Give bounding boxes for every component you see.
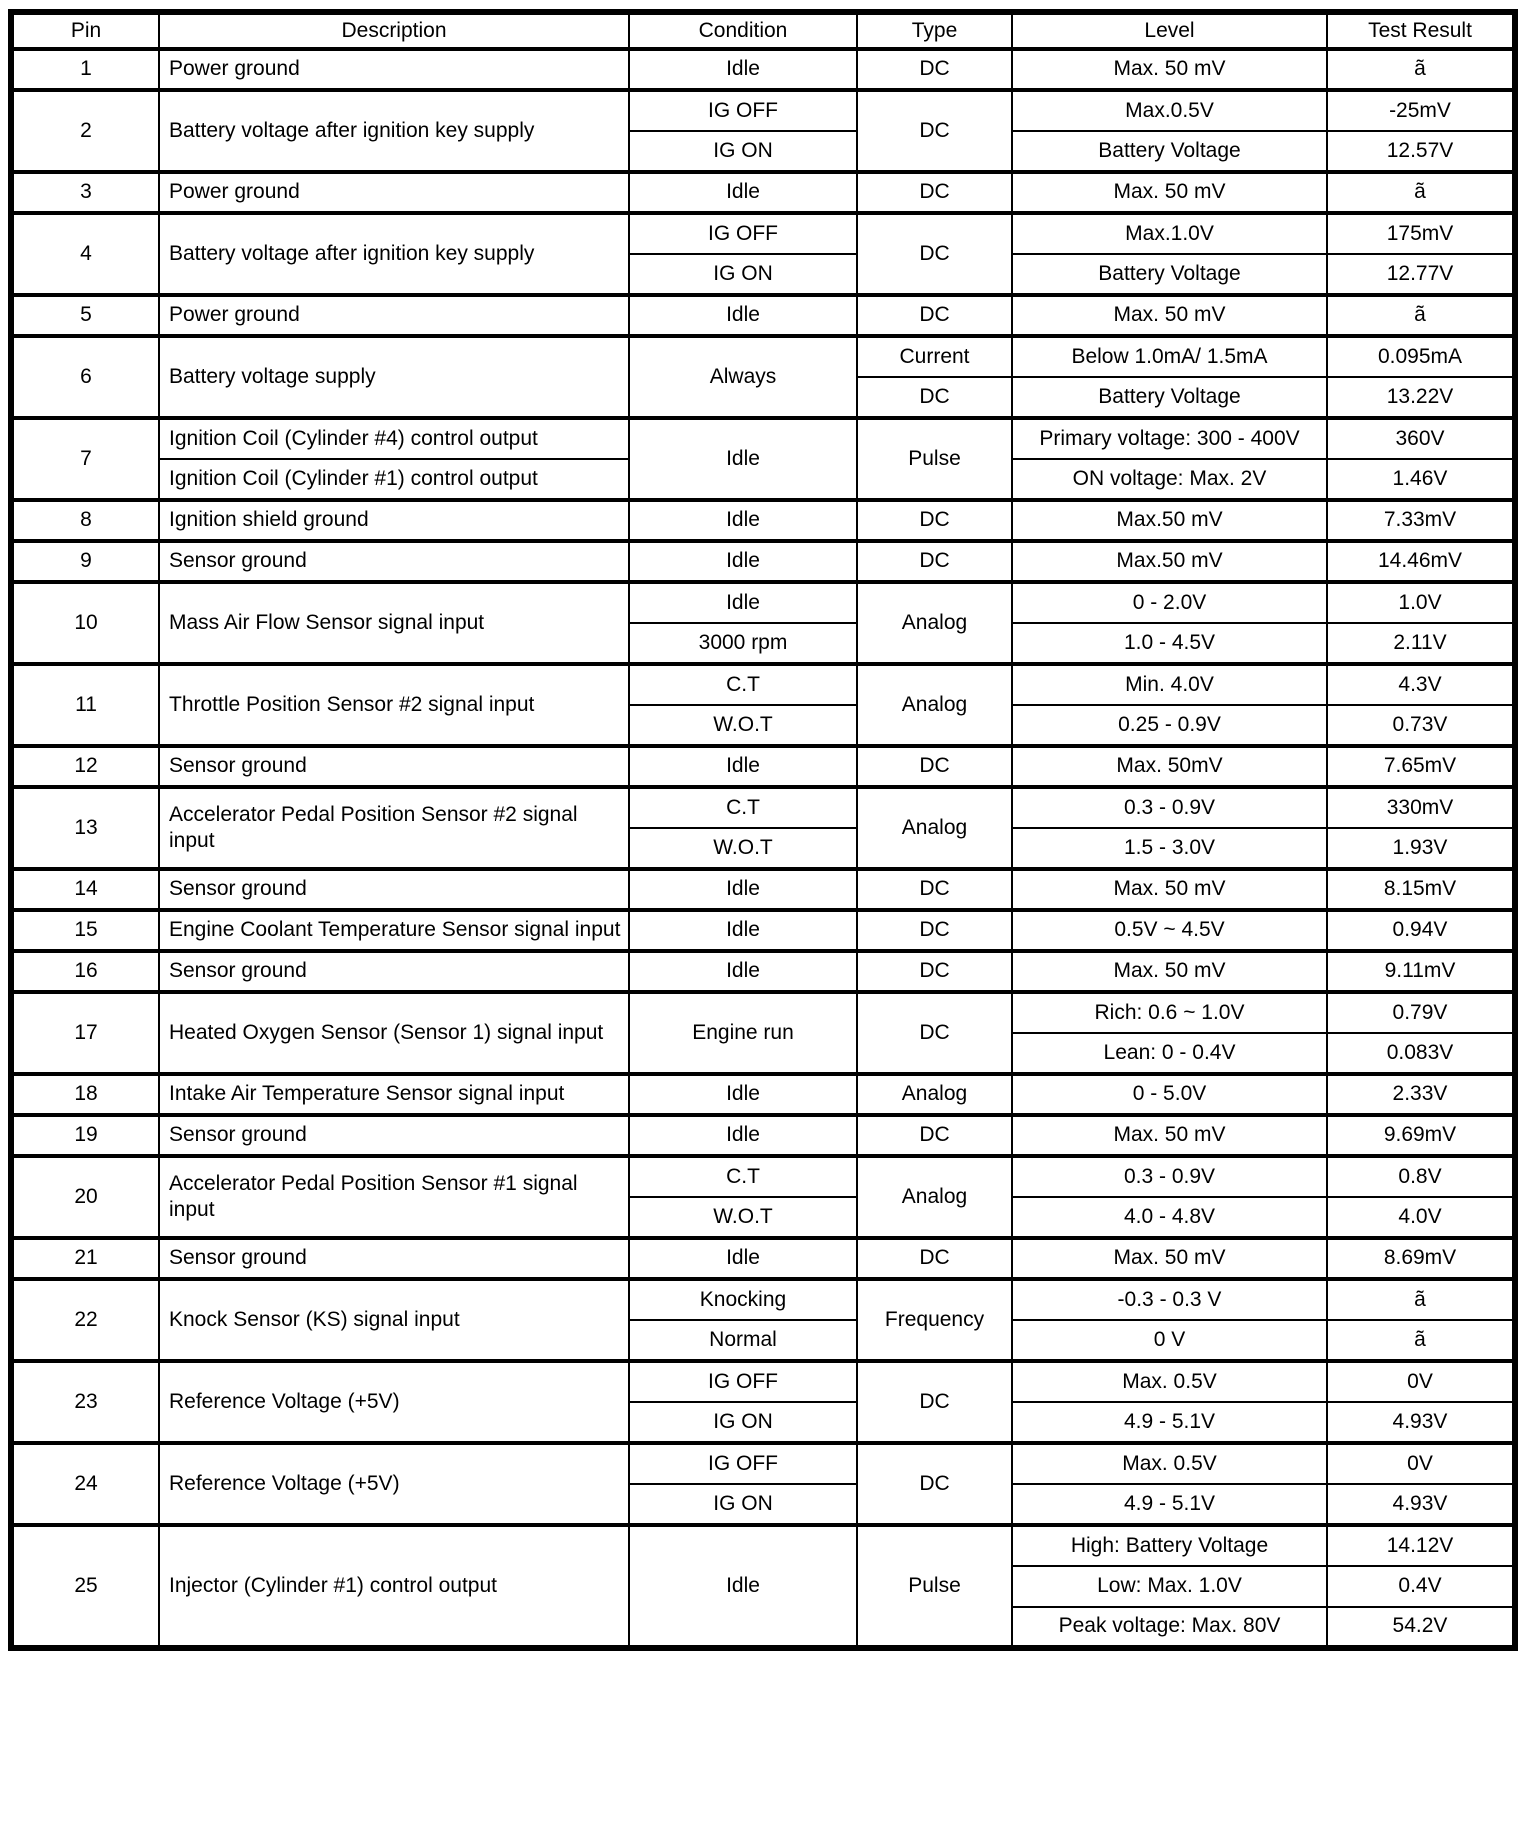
cell-condition: Idle xyxy=(629,869,857,910)
cell-result: 9.69mV xyxy=(1327,1115,1515,1156)
cell-level: Max.0.5V xyxy=(1012,90,1327,131)
cell-result: 8.15mV xyxy=(1327,869,1515,910)
cell-pin: 6 xyxy=(11,336,159,418)
cell-type: DC xyxy=(857,910,1012,951)
cell-pin: 4 xyxy=(11,213,159,295)
cell-result: 54.2V xyxy=(1327,1607,1515,1648)
header-condition: Condition xyxy=(629,12,857,49)
cell-result: 0.083V xyxy=(1327,1033,1515,1074)
cell-condition: IG OFF xyxy=(629,213,857,254)
cell-description: Sensor ground xyxy=(159,746,629,787)
cell-description: Ignition Coil (Cylinder #1) control output xyxy=(159,459,629,500)
cell-condition: Idle xyxy=(629,172,857,213)
table-row xyxy=(11,336,1515,377)
cell-result: 4.0V xyxy=(1327,1197,1515,1238)
cell-condition: IG OFF xyxy=(629,1443,857,1484)
cell-pin: 3 xyxy=(11,172,159,213)
cell-pin: 11 xyxy=(11,664,159,746)
cell-level: 4.9 - 5.1V xyxy=(1012,1484,1327,1525)
cell-description: Knock Sensor (KS) signal input xyxy=(159,1279,629,1361)
cell-type: Analog xyxy=(857,1156,1012,1238)
cell-type: DC xyxy=(857,1115,1012,1156)
cell-description: Battery voltage after ignition key supply xyxy=(159,213,629,295)
table-row xyxy=(11,1443,1515,1484)
cell-type: Frequency xyxy=(857,1279,1012,1361)
cell-condition: Idle xyxy=(629,1074,857,1115)
cell-description: Battery voltage supply xyxy=(159,336,629,418)
cell-result: 0.94V xyxy=(1327,910,1515,951)
cell-description: Power ground xyxy=(159,295,629,336)
cell-result: ã xyxy=(1327,1320,1515,1361)
cell-pin: 13 xyxy=(11,787,159,869)
cell-level: 0.25 - 0.9V xyxy=(1012,705,1327,746)
cell-level: Battery Voltage xyxy=(1012,377,1327,418)
cell-result: 175mV xyxy=(1327,213,1515,254)
header-description: Description xyxy=(159,12,629,49)
table-row xyxy=(11,418,1515,459)
cell-level: Lean: 0 - 0.4V xyxy=(1012,1033,1327,1074)
cell-condition: IG ON xyxy=(629,1484,857,1525)
cell-level: Max. 50 mV xyxy=(1012,1115,1327,1156)
table-row xyxy=(11,1238,1515,1279)
cell-pin: 19 xyxy=(11,1115,159,1156)
table-row xyxy=(11,869,1515,910)
cell-result: 0.73V xyxy=(1327,705,1515,746)
cell-result: -25mV xyxy=(1327,90,1515,131)
cell-type: DC xyxy=(857,541,1012,582)
table-row xyxy=(11,172,1515,213)
cell-level: -0.3 - 0.3 V xyxy=(1012,1279,1327,1320)
cell-type: DC xyxy=(857,377,1012,418)
cell-result: 14.46mV xyxy=(1327,541,1515,582)
cell-condition: C.T xyxy=(629,787,857,828)
cell-condition: Always xyxy=(629,336,857,418)
cell-pin: 7 xyxy=(11,418,159,500)
cell-result: 0.4V xyxy=(1327,1566,1515,1607)
table-row xyxy=(11,951,1515,992)
cell-type: DC xyxy=(857,49,1012,90)
cell-pin: 20 xyxy=(11,1156,159,1238)
cell-pin: 17 xyxy=(11,992,159,1074)
cell-level: Peak voltage: Max. 80V xyxy=(1012,1607,1327,1648)
cell-result: 0.79V xyxy=(1327,992,1515,1033)
cell-description: Ignition shield ground xyxy=(159,500,629,541)
table-row xyxy=(11,910,1515,951)
cell-description: Reference Voltage (+5V) xyxy=(159,1361,629,1443)
cell-condition: Engine run xyxy=(629,992,857,1074)
cell-result: 1.0V xyxy=(1327,582,1515,623)
header-type: Type xyxy=(857,12,1012,49)
table-body xyxy=(11,49,1515,1648)
cell-pin: 5 xyxy=(11,295,159,336)
cell-description: Throttle Position Sensor #2 signal input xyxy=(159,664,629,746)
cell-level: Rich: 0.6 ~ 1.0V xyxy=(1012,992,1327,1033)
cell-description: Ignition Coil (Cylinder #4) control output xyxy=(159,418,629,459)
cell-description: Intake Air Temperature Sensor signal input xyxy=(159,1074,629,1115)
cell-result: 1.46V xyxy=(1327,459,1515,500)
cell-description: Power ground xyxy=(159,172,629,213)
cell-condition: IG OFF xyxy=(629,1361,857,1402)
cell-pin: 2 xyxy=(11,90,159,172)
cell-level: Max. 50mV xyxy=(1012,746,1327,787)
cell-type: DC xyxy=(857,869,1012,910)
cell-result: ã xyxy=(1327,295,1515,336)
cell-pin: 25 xyxy=(11,1525,159,1648)
cell-condition: Idle xyxy=(629,582,857,623)
cell-type: Pulse xyxy=(857,418,1012,500)
cell-type: DC xyxy=(857,172,1012,213)
table-row xyxy=(11,664,1515,705)
cell-result: 0V xyxy=(1327,1361,1515,1402)
cell-condition: Idle xyxy=(629,295,857,336)
cell-pin: 21 xyxy=(11,1238,159,1279)
cell-condition: Idle xyxy=(629,746,857,787)
cell-condition: Idle xyxy=(629,951,857,992)
cell-level: Primary voltage: 300 - 400V xyxy=(1012,418,1327,459)
table-row xyxy=(11,1115,1515,1156)
table-row xyxy=(11,500,1515,541)
cell-condition: W.O.T xyxy=(629,705,857,746)
cell-result: ã xyxy=(1327,1279,1515,1320)
cell-result: 13.22V xyxy=(1327,377,1515,418)
table-row xyxy=(11,295,1515,336)
cell-pin: 8 xyxy=(11,500,159,541)
cell-description: Reference Voltage (+5V) xyxy=(159,1443,629,1525)
table-row xyxy=(11,1074,1515,1115)
cell-description: Sensor ground xyxy=(159,1115,629,1156)
cell-level: 1.5 - 3.0V xyxy=(1012,828,1327,869)
cell-level: Max. 50 mV xyxy=(1012,295,1327,336)
cell-condition: Knocking xyxy=(629,1279,857,1320)
cell-result: 2.33V xyxy=(1327,1074,1515,1115)
table-row xyxy=(11,1279,1515,1320)
cell-type: DC xyxy=(857,1443,1012,1525)
cell-description: Engine Coolant Temperature Sensor signal input xyxy=(159,910,629,951)
cell-level: ON voltage: Max. 2V xyxy=(1012,459,1327,500)
cell-condition: IG ON xyxy=(629,1402,857,1443)
header-row xyxy=(11,12,1515,49)
cell-level: Max. 0.5V xyxy=(1012,1443,1327,1484)
cell-type: Analog xyxy=(857,1074,1012,1115)
cell-result: 12.77V xyxy=(1327,254,1515,295)
cell-condition: IG ON xyxy=(629,254,857,295)
cell-level: Battery Voltage xyxy=(1012,254,1327,295)
cell-description: Accelerator Pedal Position Sensor #2 signal input xyxy=(159,787,629,869)
cell-type: DC xyxy=(857,746,1012,787)
cell-description: Sensor ground xyxy=(159,951,629,992)
cell-level: Min. 4.0V xyxy=(1012,664,1327,705)
cell-pin: 1 xyxy=(11,49,159,90)
cell-level: 0 - 5.0V xyxy=(1012,1074,1327,1115)
cell-type: Pulse xyxy=(857,1525,1012,1648)
cell-result: 360V xyxy=(1327,418,1515,459)
cell-condition: Idle xyxy=(629,418,857,500)
cell-pin: 9 xyxy=(11,541,159,582)
cell-type: Current xyxy=(857,336,1012,377)
cell-level: 4.0 - 4.8V xyxy=(1012,1197,1327,1238)
table-row xyxy=(11,1361,1515,1402)
header-level: Level xyxy=(1012,12,1327,49)
table-row xyxy=(11,541,1515,582)
cell-condition: Idle xyxy=(629,49,857,90)
cell-result: 7.65mV xyxy=(1327,746,1515,787)
cell-level: Max. 50 mV xyxy=(1012,869,1327,910)
cell-description: Battery voltage after ignition key supply xyxy=(159,90,629,172)
cell-result: 12.57V xyxy=(1327,131,1515,172)
cell-condition: IG ON xyxy=(629,131,857,172)
cell-description: Sensor ground xyxy=(159,541,629,582)
header-test-result: Test Result xyxy=(1327,12,1515,49)
cell-condition: Idle xyxy=(629,541,857,582)
cell-pin: 18 xyxy=(11,1074,159,1115)
cell-level: Low: Max. 1.0V xyxy=(1012,1566,1327,1607)
cell-result: ã xyxy=(1327,172,1515,213)
cell-condition: Idle xyxy=(629,1238,857,1279)
cell-type: Analog xyxy=(857,664,1012,746)
cell-level: Max. 0.5V xyxy=(1012,1361,1327,1402)
cell-level: 0.3 - 0.9V xyxy=(1012,787,1327,828)
cell-condition: C.T xyxy=(629,1156,857,1197)
cell-result: 330mV xyxy=(1327,787,1515,828)
cell-description: Accelerator Pedal Position Sensor #1 signal input xyxy=(159,1156,629,1238)
cell-level: 0.3 - 0.9V xyxy=(1012,1156,1327,1197)
header-pin: Pin xyxy=(11,12,159,49)
cell-pin: 16 xyxy=(11,951,159,992)
table-row xyxy=(11,787,1515,828)
cell-result: 4.93V xyxy=(1327,1402,1515,1443)
cell-type: DC xyxy=(857,1361,1012,1443)
cell-pin: 12 xyxy=(11,746,159,787)
cell-description: Mass Air Flow Sensor signal input xyxy=(159,582,629,664)
cell-pin: 10 xyxy=(11,582,159,664)
cell-type: DC xyxy=(857,90,1012,172)
cell-result: 1.93V xyxy=(1327,828,1515,869)
table-row xyxy=(11,746,1515,787)
cell-type: DC xyxy=(857,213,1012,295)
cell-result: ã xyxy=(1327,49,1515,90)
table-row xyxy=(11,90,1515,131)
table-row xyxy=(11,213,1515,254)
cell-description: Heated Oxygen Sensor (Sensor 1) signal input xyxy=(159,992,629,1074)
pin-test-table xyxy=(8,9,1518,1651)
cell-condition: Idle xyxy=(629,1525,857,1648)
cell-result: 0.8V xyxy=(1327,1156,1515,1197)
cell-description: Sensor ground xyxy=(159,1238,629,1279)
cell-level: Max. 50 mV xyxy=(1012,49,1327,90)
cell-condition: C.T xyxy=(629,664,857,705)
cell-condition: Idle xyxy=(629,1115,857,1156)
cell-level: Battery Voltage xyxy=(1012,131,1327,172)
cell-pin: 24 xyxy=(11,1443,159,1525)
cell-type: DC xyxy=(857,1238,1012,1279)
cell-result: 9.11mV xyxy=(1327,951,1515,992)
cell-condition: W.O.T xyxy=(629,828,857,869)
cell-type: DC xyxy=(857,951,1012,992)
cell-description: Sensor ground xyxy=(159,869,629,910)
cell-level: High: Battery Voltage xyxy=(1012,1525,1327,1566)
cell-result: 7.33mV xyxy=(1327,500,1515,541)
cell-result: 0V xyxy=(1327,1443,1515,1484)
table-row xyxy=(11,992,1515,1033)
cell-level: Max. 50 mV xyxy=(1012,951,1327,992)
cell-result: 4.93V xyxy=(1327,1484,1515,1525)
cell-type: Analog xyxy=(857,582,1012,664)
cell-condition: Idle xyxy=(629,500,857,541)
cell-level: 0.5V ~ 4.5V xyxy=(1012,910,1327,951)
cell-result: 2.11V xyxy=(1327,623,1515,664)
table-row xyxy=(11,1525,1515,1566)
cell-condition: W.O.T xyxy=(629,1197,857,1238)
table-row xyxy=(11,1156,1515,1197)
cell-level: Max. 50 mV xyxy=(1012,1238,1327,1279)
cell-level: Max.50 mV xyxy=(1012,500,1327,541)
cell-description: Power ground xyxy=(159,49,629,90)
cell-condition: Idle xyxy=(629,910,857,951)
cell-description: Injector (Cylinder #1) control output xyxy=(159,1525,629,1648)
cell-pin: 15 xyxy=(11,910,159,951)
table-header xyxy=(11,12,1515,49)
cell-result: 14.12V xyxy=(1327,1525,1515,1566)
cell-pin: 22 xyxy=(11,1279,159,1361)
cell-result: 0.095mA xyxy=(1327,336,1515,377)
cell-level: Max. 50 mV xyxy=(1012,172,1327,213)
cell-type: DC xyxy=(857,500,1012,541)
cell-type: Analog xyxy=(857,787,1012,869)
cell-pin: 23 xyxy=(11,1361,159,1443)
cell-type: DC xyxy=(857,295,1012,336)
cell-condition: IG OFF xyxy=(629,90,857,131)
cell-level: Max.50 mV xyxy=(1012,541,1327,582)
cell-pin: 14 xyxy=(11,869,159,910)
cell-level: 0 V xyxy=(1012,1320,1327,1361)
table-row xyxy=(11,49,1515,90)
cell-result: 8.69mV xyxy=(1327,1238,1515,1279)
cell-result: 4.3V xyxy=(1327,664,1515,705)
cell-level: 0 - 2.0V xyxy=(1012,582,1327,623)
cell-level: Max.1.0V xyxy=(1012,213,1327,254)
cell-level: 1.0 - 4.5V xyxy=(1012,623,1327,664)
cell-condition: 3000 rpm xyxy=(629,623,857,664)
table-row xyxy=(11,582,1515,623)
cell-level: Below 1.0mA/ 1.5mA xyxy=(1012,336,1327,377)
cell-condition: Normal xyxy=(629,1320,857,1361)
cell-level: 4.9 - 5.1V xyxy=(1012,1402,1327,1443)
cell-type: DC xyxy=(857,992,1012,1074)
